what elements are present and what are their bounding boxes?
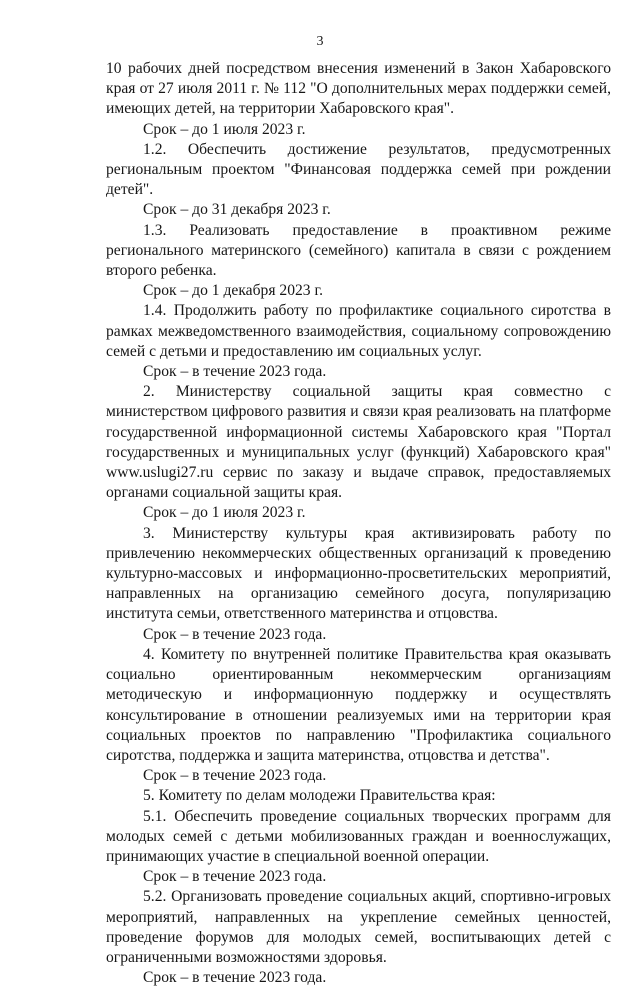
deadline-line: Срок – до 1 июля 2023 г. [143, 504, 306, 522]
clause-1-4: 1.4. Продолжить работу по профилактике социального сиротства в рамках межведомственного взаимодействия, социальному сопровождению семей с детьми и предоставлению им социальных услуг. [106, 302, 611, 360]
deadline-line: Срок – до 1 июля 2023 г. [143, 120, 306, 138]
paragraph-continuation: 10 рабочих дней посредством внесения изменений в Закон Хабаровского края от 27 июля 2011 г. № 112 "О дополнительных мерах поддержки семей, имеющих детей, на территории Хабаровского края". [106, 60, 611, 118]
clause-1-3: 1.3. Реализовать предоставление в проактивном режиме регионального материнского (семейного) капитала в связи с рождением второго ребенка. [106, 221, 611, 280]
clause-4: 4. Комитету по внутренней политике Правительства края оказывать социально ориентированным некоммерческим организациям методическую и информационную поддержку и осуществлять консультирование в отношении реализуемых ими на территории края социальных проектов по направлению "Профилактика социального сиротства, поддержка и защита материнства, отцовства и детства". [106, 645, 611, 764]
deadline-line: Срок – до 31 декабря 2023 г. [143, 201, 331, 219]
deadline-line: Срок – в течение 2023 года. [143, 625, 327, 643]
deadline-line: Срок – до 1 декабря 2023 г. [143, 282, 324, 300]
deadline-line: Срок – в течение 2023 года. [143, 767, 327, 785]
clause-1-2: 1.2. Обеспечить достижение результатов, предусмотренных региональным проектом "Финансовая поддержка семей при рождении детей". [106, 140, 611, 199]
deadline-line: Срок – в течение 2023 года. [143, 969, 327, 987]
deadline-line: Срок – в течение 2023 года. [143, 868, 327, 886]
page-number: 3 [316, 34, 324, 49]
document-body [106, 59, 611, 988]
clause-5: 5. Комитету по делам молодежи Правительства края: [143, 787, 496, 805]
clause-2: 2. Министерству социальной защиты края совместно с министерством цифрового развития и связи края реализовать на платформе государственной информационной системы Хабаровского края "Портал государственных и муниципальных услуг (функций) Хабаровского края" www.uslugi27.ru сервис по заказу и выдаче справок, предоставляемых органами социальной защиты края. [106, 383, 611, 502]
clause-5-1: 5.1. Обеспечить проведение социальных творческих программ для молодых семей с детьми мобилизованных граждан и военнослужащих, принимающих участие в специальной военной операции. [106, 807, 611, 865]
deadline-line: Срок – в течение 2023 года. [143, 363, 327, 381]
clause-3: 3. Министерству культуры края активизировать работу по привлечению некоммерческих общественных организаций к проведению культурно-массовых и информационно-просветительских мероприятий, направленных на организацию семейного досуга, популяризацию института семьи, ответственного материнства и отцовства. [106, 524, 611, 623]
clause-5-2: 5.2. Организовать проведение социальных акций, спортивно-игровых мероприятий, направленных на укрепление семейных ценностей, проведение форумов для молодых семей, воспитывающих детей с ограниченными возможностями здоровья. [106, 888, 611, 966]
